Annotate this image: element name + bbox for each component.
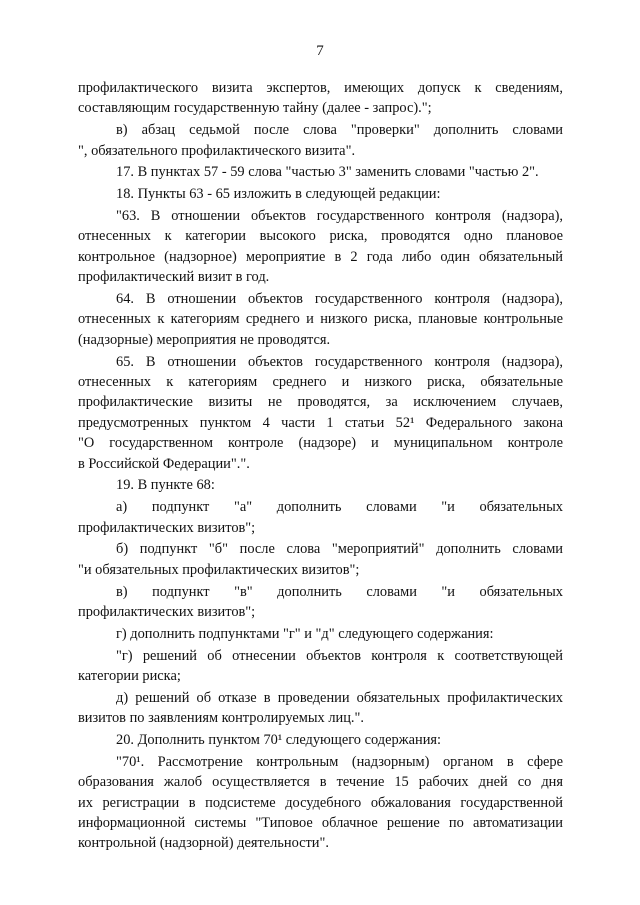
paragraph-line: их регистрации в подсистеме досудебного обжалования государственной [78,794,563,811]
paragraph-line: профилактический визит в год. [78,269,270,286]
paragraph-line: составляющим государственную тайну (далее - запрос)."; [78,100,432,117]
paragraph-line: предусмотренных пунктом 4 части 1 статьи 52¹ Федерального закона [78,414,563,431]
paragraph-line: контрольное (надзорное) мероприятие в 2 года либо один обязательный [78,248,563,265]
paragraph-line: контрольной (надзорной) деятельности". [78,835,329,852]
paragraph [78,752,563,854]
paragraph-line: д) решений об отказе в проведении обязательных профилактических [116,689,563,706]
paragraph-line: категории риска; [78,668,181,685]
paragraph-line: 64. В отношении объектов государственного контроля (надзора), [116,291,563,308]
paragraph-line: 19. В пункте 68: [116,477,215,494]
paragraph [78,539,563,580]
paragraph-line: профилактического визита экспертов, имеющих допуск к сведениям, [78,80,563,96]
paragraph-line: 20. Дополнить пунктом 70¹ следующего содержания: [116,732,442,749]
paragraph-line: отнесенных к категории высокого риска, проводятся одно плановое [78,228,563,245]
paragraph [78,289,563,350]
paragraph [78,475,563,495]
paragraph-line: "г) решений об отнесении объектов контроля к соответствующей [116,647,563,664]
document-body [78,78,563,855]
paragraph-line: в) абзац седьмой после слова "проверки" дополнить словами [116,122,563,139]
paragraph [78,497,563,538]
paragraph [78,730,563,750]
paragraph-line: отнесенных к категориям среднего и низкого риска, плановые контрольные [78,311,563,328]
paragraph [78,624,563,644]
paragraph-line: информационной системы "Типовое облачное решение по автоматизации [78,815,563,832]
paragraph-line: а) подпункт "а" дополнить словами "и обязательных [116,499,563,516]
paragraph-line: профилактические визиты не проводятся, за исключением случаев, [78,394,563,411]
paragraph-line: профилактических визитов"; [78,519,256,536]
paragraph-line: визитов по заявлениям контролируемых лиц.". [78,710,364,727]
paragraph-line: 65. В отношении объектов государственного контроля (надзора), [116,353,563,370]
paragraph-line: "63. В отношении объектов государственного контроля (надзора), [116,208,563,224]
paragraph [78,688,563,729]
paragraph-line: в Российской Федерации".". [78,455,250,472]
page-number: 7 [316,43,324,59]
paragraph-line: образования жалоб осуществляется в течение 15 рабочих дней со дня [78,774,563,791]
paragraph-line: г) дополнить подпунктами "г" и "д" следующего содержания: [116,625,494,642]
paragraph [78,352,563,474]
paragraph-line: 17. В пунктах 57 - 59 слова "частью 3" заменить словами "частью 2". [116,164,539,181]
paragraph [78,184,563,204]
paragraph-line: 18. Пункты 63 - 65 изложить в следующей редакции: [116,186,441,203]
paragraph-line: профилактических визитов"; [78,604,256,621]
paragraph-line: "и обязательных профилактических визитов"; [78,561,360,578]
paragraph [78,582,563,623]
paragraph-line: (надзорные) мероприятия не проводятся. [78,331,331,348]
paragraph [78,162,563,182]
paragraph [78,206,563,288]
paragraph-line: "70¹. Рассмотрение контрольным (надзорным) органом в сфере [116,753,563,770]
paragraph-line: ", обязательного профилактического визита". [78,142,356,159]
paragraph [78,646,563,687]
paragraph-line: отнесенных к категориям среднего и низкого риска, обязательные [78,374,563,391]
paragraph-line: б) подпункт "б" после слова "мероприятий" дополнить словами [116,541,563,558]
paragraph [78,78,563,119]
paragraph [78,120,563,161]
paragraph-line: в) подпункт "в" дополнить словами "и обязательных [116,583,563,600]
paragraph-line: "О государственном контроле (надзоре) и муниципальном контроле [78,435,563,452]
